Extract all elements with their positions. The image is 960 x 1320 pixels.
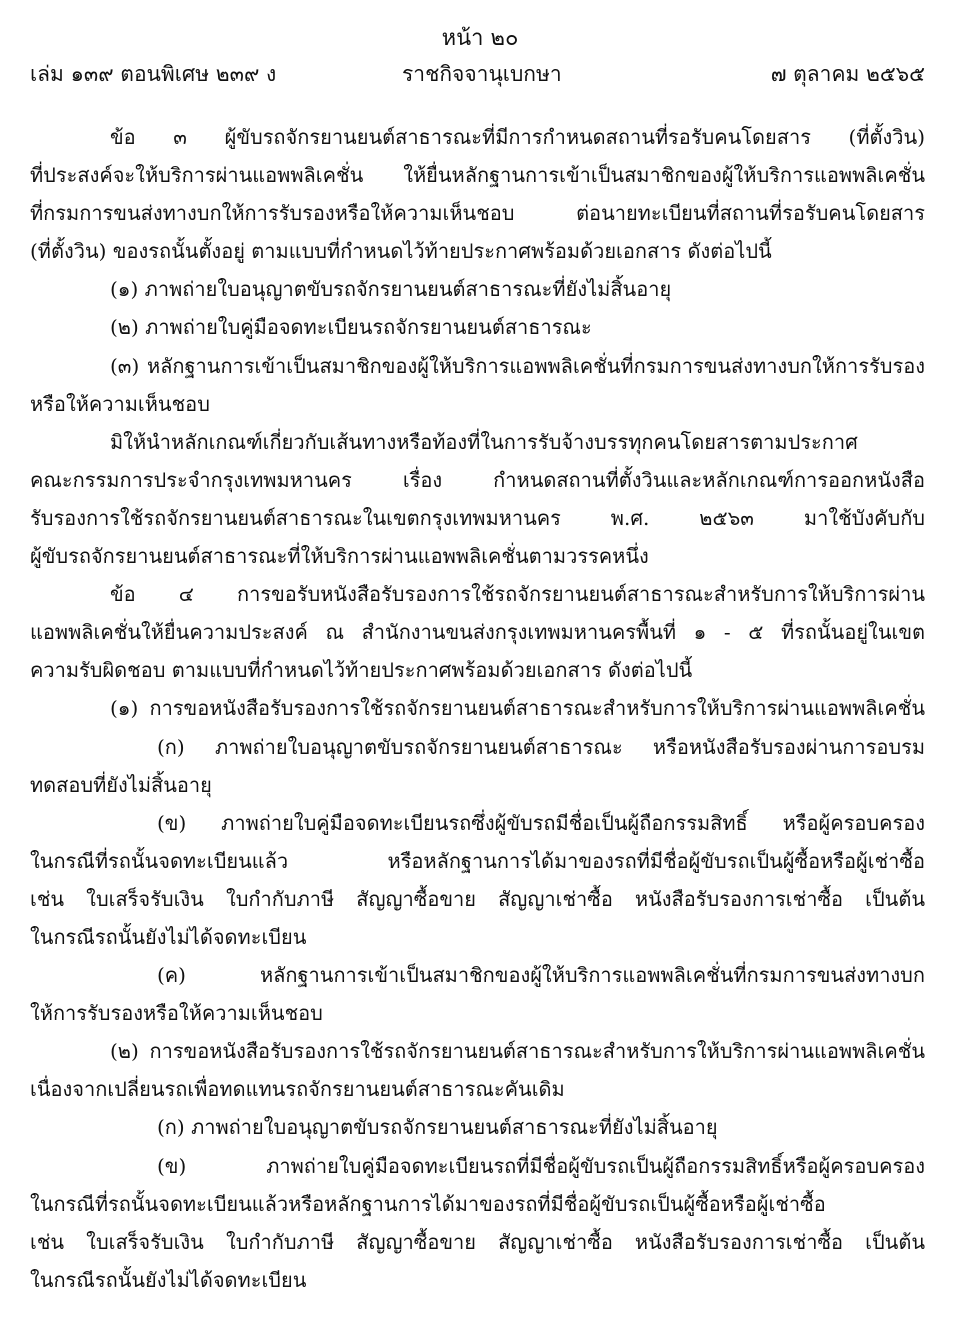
volume-issue: เล่ม ๑๓๙ ตอนพิเศษ ๒๓๙ ง — [30, 62, 277, 86]
text-line: (๒) ภาพถ่ายใบคู่มือจดทะเบียนรถจักรยานยนต์สาธารณะ — [110, 315, 592, 340]
text-line: เนื่องจากเปลี่ยนรถเพื่อทดแทนรถจักรยานยนต์สาธารณะคันเดิม — [30, 1077, 565, 1102]
gazette-header — [30, 58, 925, 88]
text-line: มิให้นำหลักเกณฑ์เกี่ยวกับเส้นทางหรือท้องที่ในการรับจ้างบรรทุกคนโดยสารตามประกาศ — [110, 429, 858, 454]
text-line: ในกรณีรถนั้นยังไม่ได้จดทะเบียน — [30, 1267, 307, 1292]
text-line: เช่น ใบเสร็จรับเงิน ใบกำกับภาษี สัญญาซื้อขาย สัญญาเช่าซื้อ หนังสือรับรองการเช่าซื้อ เป็นต้น — [30, 886, 925, 911]
text-line: ในกรณีที่รถนั้นจดทะเบียนแล้วหรือหลักฐานการได้มาของรถที่มีชื่อผู้ขับรถเป็นผู้ซื้อหรือผู้เช่าซื้อ — [30, 1191, 826, 1216]
document-body — [30, 118, 925, 1299]
text-line: (๓) หลักฐานการเข้าเป็นสมาชิกของผู้ให้บริการแอพพลิเคชั่นที่กรมการขนส่งทางบกให้การรับรอง — [110, 353, 925, 378]
text-line: รับรองการใช้รถจักรยานยนต์สาธารณะในเขตกรุงเทพมหานคร พ.ศ. ๒๕๖๓ มาใช้บังคับกับ — [30, 505, 925, 530]
text-line: เช่น ใบเสร็จรับเงิน ใบกำกับภาษี สัญญาซื้อขาย สัญญาเช่าซื้อ หนังสือรับรองการเช่าซื้อ เป็นต้น — [30, 1229, 925, 1254]
text-line: ให้การรับรองหรือให้ความเห็นชอบ — [30, 1001, 323, 1026]
text-line: ในกรณีที่รถนั้นจดทะเบียนแล้ว หรือหลักฐานการได้มาของรถที่มีชื่อผู้ขับรถเป็นผู้ซื้อหรือผู้เช่าซื้อ — [30, 848, 925, 873]
text-line: ข้อ ๓ ผู้ขับรถจักรยานยนต์สาธารณะที่มีการกำหนดสถานที่รอรับคนโดยสาร (ที่ตั้งวิน) — [110, 125, 925, 149]
text-line: แอพพลิเคชั่นให้ยื่นความประสงค์ ณ สำนักงานขนส่งกรุงเทพมหานครพื้นที่ ๑ - ๕ ที่รถนั้นอยู่ในเขต — [30, 620, 925, 645]
text-line: (ที่ตั้งวิน) ของรถนั้นตั้งอยู่ ตามแบบที่กำหนดไว้ท้ายประกาศพร้อมด้วยเอกสาร ดังต่อไปนี้ — [30, 239, 772, 264]
text-line: ผู้ขับรถจักรยานยนต์สาธารณะที่ให้บริการผ่านแอพพลิเคชั่นตามวรรคหนึ่ง — [30, 544, 649, 569]
text-line: (๑) การขอหนังสือรับรองการใช้รถจักรยานยนต์สาธารณะสำหรับการให้บริการผ่านแอพพลิเคชั่น — [110, 696, 925, 721]
text-line: ที่กรมการขนส่งทางบกให้การรับรองหรือให้ความเห็นชอบ ต่อนายทะเบียนที่สถานที่รอรับคนโดยสาร — [30, 201, 925, 226]
page-number: หน้า ๒๐ — [441, 26, 519, 51]
text-line: (๑) ภาพถ่ายใบอนุญาตขับรถจักรยานยนต์สาธารณะที่ยังไม่สิ้นอายุ — [110, 277, 672, 302]
text-line: (ข) ภาพถ่ายใบคู่มือจดทะเบียนรถที่มีชื่อผู้ขับรถเป็นผู้ถือกรรมสิทธิ์หรือผู้ครอบครอง — [157, 1153, 925, 1178]
text-line: ความรับผิดชอบ ตามแบบที่กำหนดไว้ท้ายประกาศพร้อมด้วยเอกสาร ดังต่อไปนี้ — [30, 658, 693, 683]
publication-date: ๗ ตุลาคม ๒๕๖๕ — [770, 62, 925, 86]
publication-title: ราชกิจจานุเบกษา — [402, 62, 562, 86]
text-line: (๒) การขอหนังสือรับรองการใช้รถจักรยานยนต์สาธารณะสำหรับการให้บริการผ่านแอพพลิเคชั่น — [110, 1039, 925, 1064]
text-line: ทดสอบที่ยังไม่สิ้นอายุ — [30, 772, 212, 797]
text-line: ในกรณีรถนั้นยังไม่ได้จดทะเบียน — [30, 924, 307, 949]
text-line: ข้อ ๔ การขอรับหนังสือรับรองการใช้รถจักรยานยนต์สาธารณะสำหรับการให้บริการผ่าน — [110, 582, 925, 607]
text-line: (ก) ภาพถ่ายใบอนุญาตขับรถจักรยานยนต์สาธารณะที่ยังไม่สิ้นอายุ — [157, 1115, 718, 1140]
text-line: (ก) ภาพถ่ายใบอนุญาตขับรถจักรยานยนต์สาธารณะ หรือหนังสือรับรองผ่านการอบรม — [157, 734, 925, 759]
text-line: คณะกรรมการประจำกรุงเทพมหานคร เรื่อง กำหนดสถานที่ตั้งวินและหลักเกณฑ์การออกหนังสือ — [30, 467, 925, 492]
text-line: หรือให้ความเห็นชอบ — [30, 391, 210, 416]
text-line: (ข) ภาพถ่ายใบคู่มือจดทะเบียนรถซึ่งผู้ขับรถมีชื่อเป็นผู้ถือกรรมสิทธิ์ หรือผู้ครอบครอง — [157, 810, 925, 835]
text-line: ที่ประสงค์จะให้บริการผ่านแอพพลิเคชั่น ให้ยื่นหลักฐานการเข้าเป็นสมาชิกของผู้ให้บริการแอพพลิเคชั่น — [30, 163, 925, 188]
text-line: (ค) หลักฐานการเข้าเป็นสมาชิกของผู้ให้บริการแอพพลิเคชั่นที่กรมการขนส่งทางบก — [157, 963, 925, 988]
